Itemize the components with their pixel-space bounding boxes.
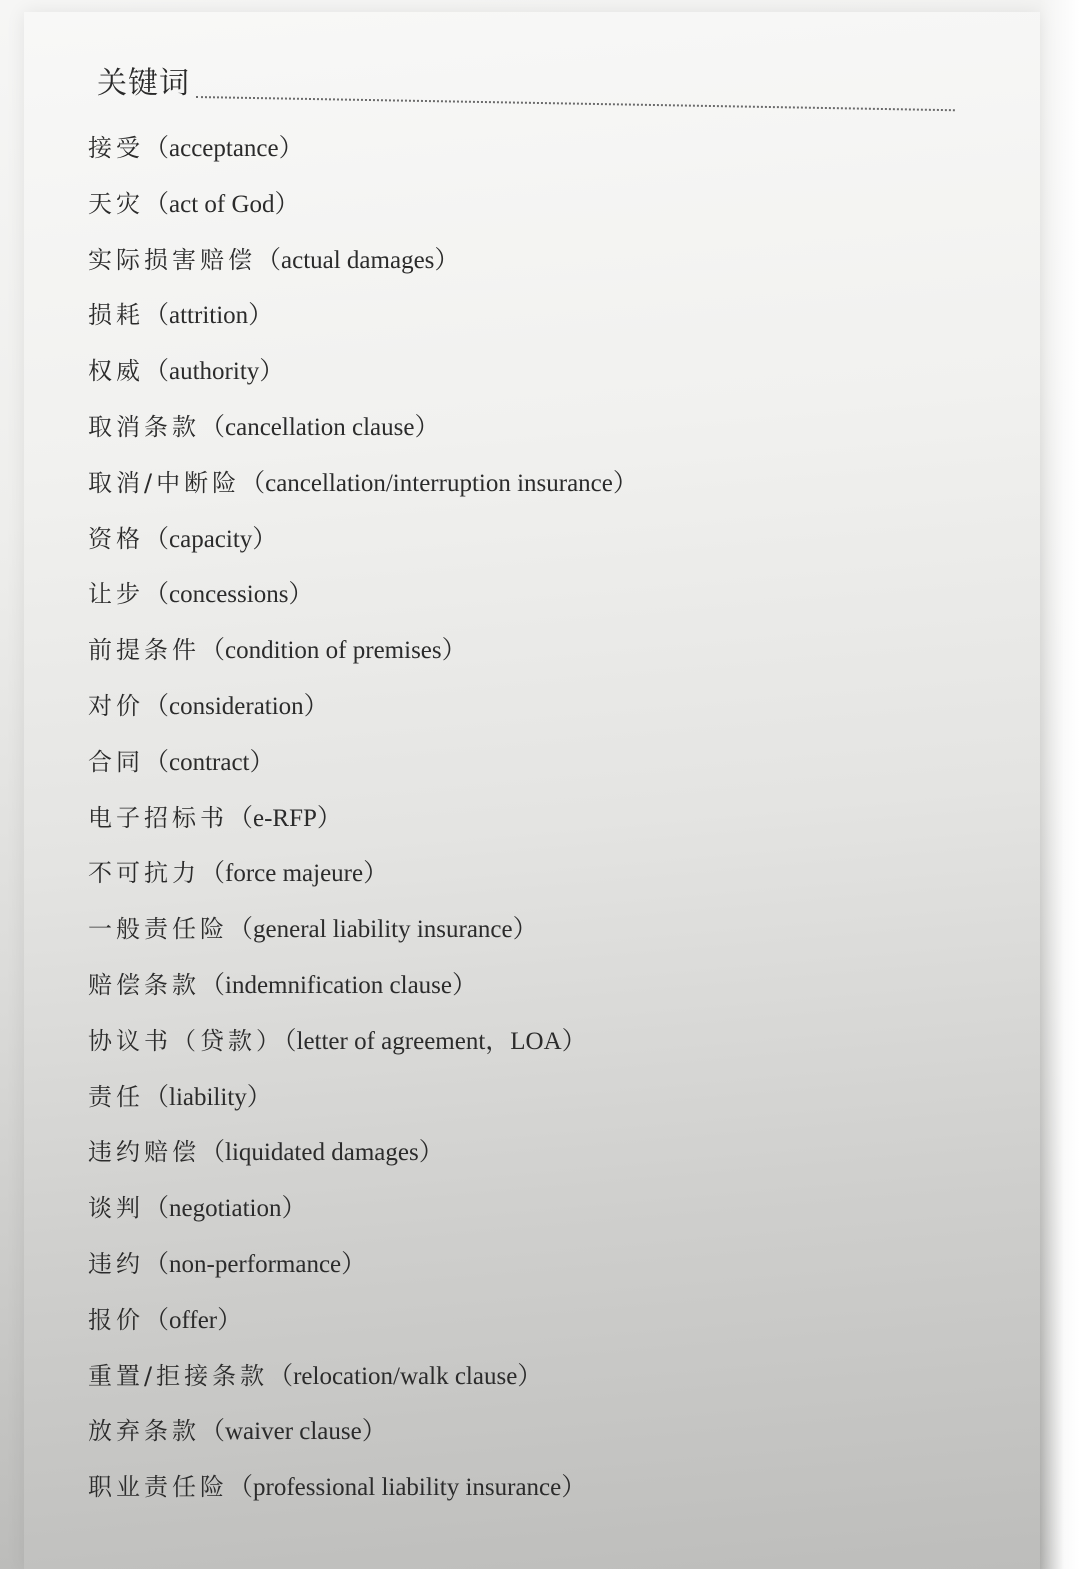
term-english: （e-RFP）: [228, 804, 342, 832]
term-item: [88, 517, 988, 573]
term-chinese: 合同: [88, 747, 144, 776]
term-chinese: 职业责任险: [88, 1473, 228, 1502]
term-english: （consideration）: [144, 692, 329, 720]
term-chinese: 电子招标书: [88, 803, 228, 832]
term-item: [88, 572, 988, 628]
term-item: [88, 126, 988, 182]
term-chinese: 取消/中断险: [88, 468, 241, 497]
term-chinese: 对价: [88, 691, 144, 720]
term-item: [88, 461, 988, 517]
term-english: （concessions）: [144, 581, 314, 609]
term-item: [88, 238, 988, 294]
term-english: （attrition）: [144, 302, 274, 330]
term-chinese: 权威: [88, 357, 144, 386]
term-item: [88, 293, 988, 349]
term-english: （acceptance）: [144, 135, 304, 162]
term-item: [88, 1242, 988, 1298]
term-item: [88, 907, 988, 963]
term-item: [88, 963, 988, 1019]
term-english: （cancellation clause）: [200, 413, 440, 441]
term-chinese: 报价: [88, 1305, 144, 1334]
term-chinese: 责任: [88, 1082, 144, 1111]
term-item: [88, 1354, 988, 1410]
term-chinese: 天灾: [88, 189, 144, 218]
term-english: （liability）: [144, 1083, 272, 1111]
page-heading: 关键词: [97, 66, 190, 101]
term-english: （relocation/walk clause）: [268, 1362, 543, 1390]
term-chinese: 接受: [88, 134, 144, 162]
term-item: [88, 740, 988, 796]
page-edge: [1040, 0, 1080, 1569]
term-item: [88, 1409, 988, 1465]
term-english: （letter of agreement，LOA）: [284, 1027, 587, 1055]
term-item: [88, 1465, 988, 1521]
term-item: [88, 182, 988, 238]
term-english: （general liability insurance）: [228, 916, 538, 944]
term-item: [88, 405, 988, 461]
term-english: （professional liability insurance）: [228, 1474, 587, 1502]
term-english: （negotiation）: [144, 1195, 307, 1223]
term-item: [88, 1298, 988, 1354]
term-chinese: 谈判: [88, 1194, 144, 1223]
term-chinese: 违约赔偿: [88, 1138, 200, 1167]
term-english: （non-performance）: [144, 1250, 367, 1278]
term-item: [88, 1075, 988, 1131]
term-english: （capacity）: [144, 525, 278, 553]
term-chinese: 一般责任险: [88, 915, 228, 944]
term-english: （actual damages）: [256, 246, 460, 274]
term-english: （contract）: [144, 748, 275, 776]
term-chinese: 取消条款: [88, 412, 200, 441]
term-english: （cancellation/interruption insurance）: [240, 469, 638, 497]
term-item: [88, 349, 988, 405]
keyword-list: [88, 126, 988, 1521]
term-chinese: 放弃条款: [88, 1417, 200, 1446]
term-english: （authority）: [144, 358, 285, 386]
term-english: （indemnification clause）: [200, 971, 478, 999]
term-item: [88, 1186, 988, 1242]
term-english: （liquidated damages）: [200, 1139, 444, 1167]
term-chinese: 违约: [88, 1249, 144, 1278]
term-english: （condition of premises）: [200, 637, 467, 665]
term-item: [88, 851, 988, 907]
term-chinese: 重置/拒接条款: [88, 1361, 269, 1390]
term-item: [88, 684, 988, 740]
term-english: （waiver clause）: [200, 1418, 387, 1446]
term-item: [88, 1130, 988, 1186]
term-chinese: 实际损害赔偿: [88, 245, 256, 274]
term-english: （offer）: [144, 1306, 243, 1334]
term-english: （act of God）: [144, 190, 300, 218]
term-item: [88, 628, 988, 684]
term-english: （force majeure）: [200, 860, 389, 888]
term-item: [88, 796, 988, 852]
term-chinese: 协议书（贷款）: [88, 1026, 284, 1055]
term-chinese: 赔偿条款: [88, 970, 200, 999]
term-chinese: 让步: [88, 580, 144, 609]
term-chinese: 资格: [88, 524, 144, 553]
term-chinese: 不可抗力: [88, 859, 200, 888]
term-chinese: 前提条件: [88, 636, 200, 665]
heading-row: [97, 56, 955, 104]
term-item: [88, 1019, 988, 1075]
term-chinese: 损耗: [88, 301, 144, 330]
